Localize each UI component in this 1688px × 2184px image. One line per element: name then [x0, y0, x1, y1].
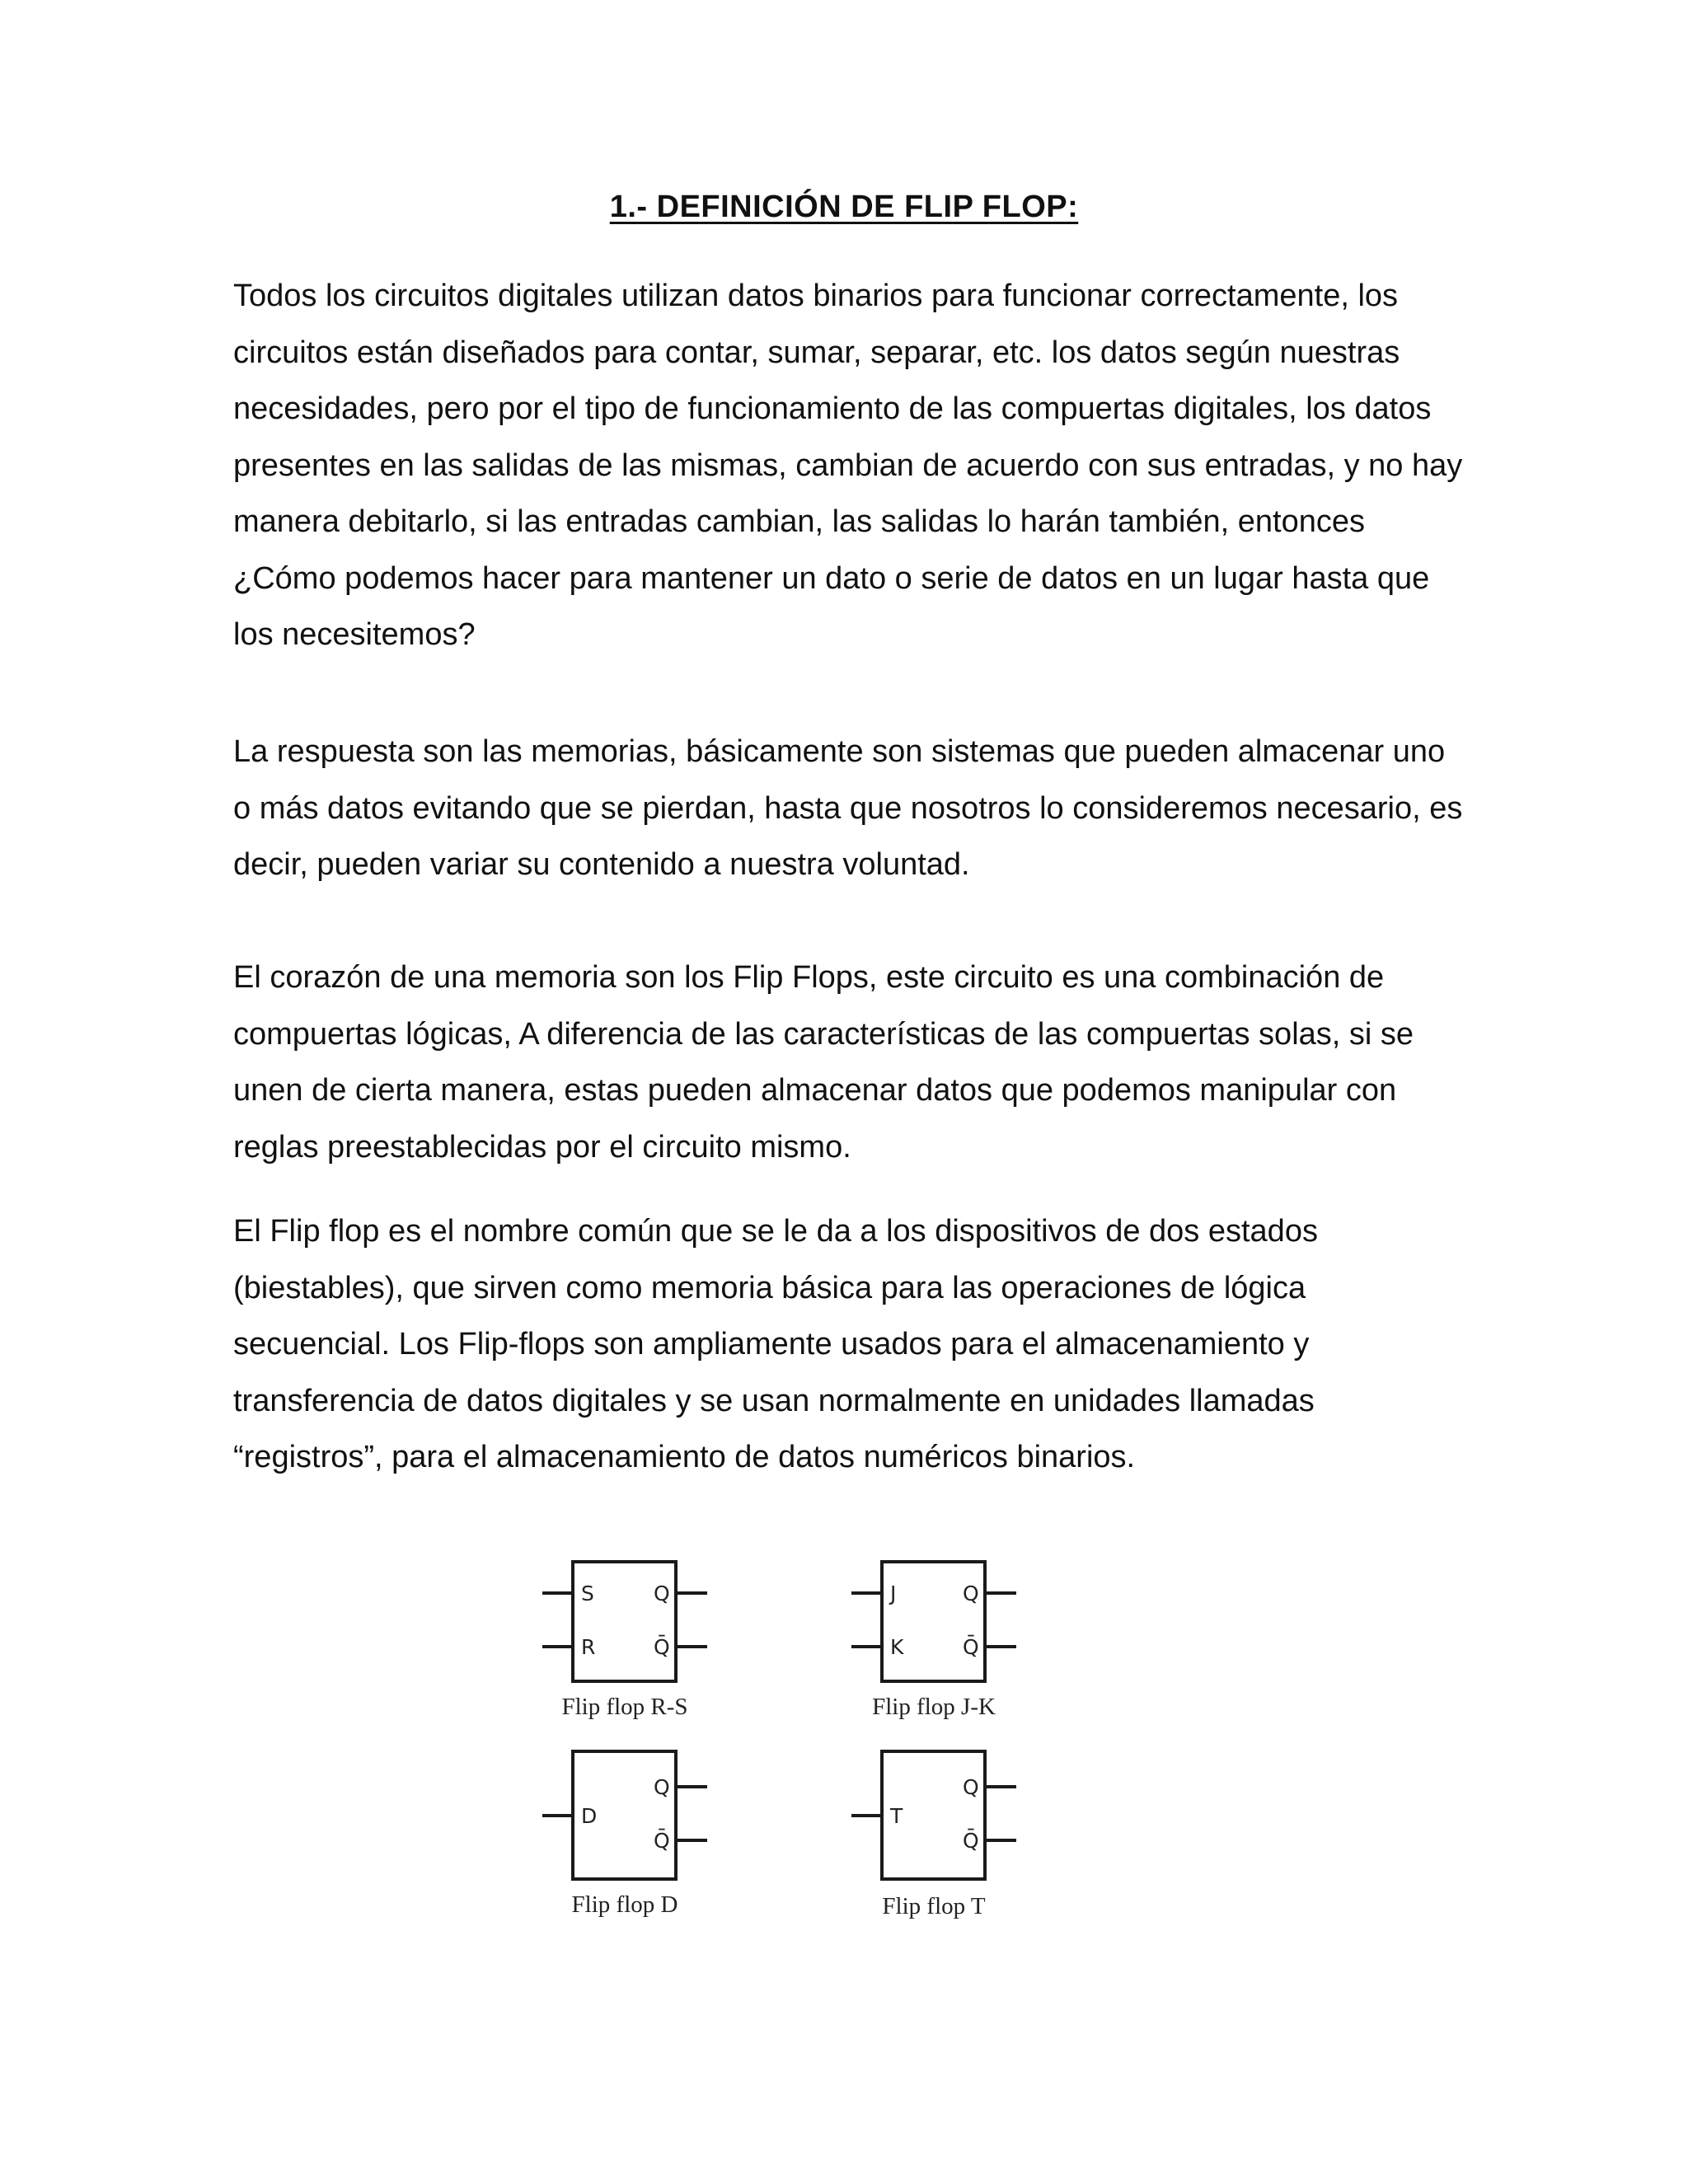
pin-label: Q̄ [963, 1635, 979, 1659]
pin-label: Q [654, 1582, 670, 1605]
pin-label: Q [963, 1582, 979, 1605]
flip-flop-d-box [573, 1751, 676, 1879]
paragraph-4: El Flip flop es el nombre común que se le da a los dispositivos de dos estados (biestables), que sirven como memoria básica para las operaciones de lógica secuencial. Los Flip-flops son ampliamente usados para el almacenamiento y transferencia de datos digitales y se usan normalmente en unidades llamadas “registros”, para el almacenamiento de datos numéricos binarios. [233, 1214, 1318, 1474]
pin-label: D [581, 1804, 598, 1828]
flip-flop-t [851, 1751, 1016, 1919]
flip-flop-rs [542, 1562, 707, 1720]
flip-flop-jk [851, 1562, 1016, 1720]
pin-label: J [890, 1582, 897, 1605]
flip-flop-caption: Flip flop R-S [561, 1694, 688, 1720]
flip-flop-rs-box [573, 1562, 676, 1681]
pin-label: R [581, 1635, 596, 1659]
pin-label: Q̄ [654, 1829, 670, 1853]
pin-label: S [581, 1582, 594, 1605]
pin-label: Q [963, 1775, 979, 1799]
paragraph-1: Todos los circuitos digitales utilizan datos binarios para funcionar correctamente, los circuitos están diseñados para contar, sumar, separar, etc. los datos según nuestras necesidades, pero por el tipo de funcionamiento de las compuertas digitales, los datos presentes en las salidas de las mismas, cambian de acuerdo con sus entradas, y no hay manera debitarlo, si las entradas cambian, las salidas lo harán también, entonces ¿Cómo podemos hacer para mantener un dato o serie de datos en un lugar hasta que los necesitemos? [233, 279, 1463, 652]
flip-flop-caption: Flip flop T [882, 1893, 986, 1919]
flip-flop-d [542, 1751, 707, 1918]
pin-label: Q̄ [654, 1635, 670, 1659]
pin-label: K [890, 1635, 904, 1659]
pin-label: Q̄ [963, 1829, 979, 1853]
flip-flop-jk-box [882, 1562, 985, 1681]
pin-label: Q [654, 1775, 670, 1799]
paragraph-2: La respuesta son las memorias, básicamente son sistemas que pueden almacenar uno o más datos evitando que se pierdan, hasta que nosotros lo consideremos necesario, es decir, pueden variar su contenido a nuestra voluntad. [233, 734, 1463, 882]
flip-flop-caption: Flip flop D [571, 1891, 678, 1918]
flip-flop-t-box [882, 1751, 985, 1879]
page-title: 1.- DEFINICIÓN DE FLIP FLOP: [609, 190, 1079, 224]
paragraph-3: El corazón de una memoria son los Flip Flops, este circuito es una combinación de compuertas lógicas, A diferencia de las características de las compuertas solas, si se unen de cierta manera, estas pueden almacenar datos que podemos manipular con reglas preestablecidas por el circuito mismo. [233, 960, 1414, 1165]
pin-label: T [890, 1804, 903, 1828]
flip-flop-caption: Flip flop J-K [872, 1694, 996, 1720]
